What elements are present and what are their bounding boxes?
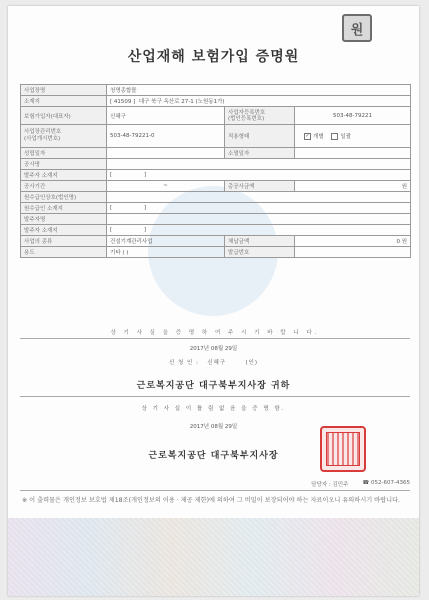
address-text: 대구 북구 옥산로 27-1 (노원동1가) <box>138 99 225 105</box>
security-pattern <box>8 518 419 596</box>
applicant-label: 신 청 인 : <box>168 360 199 366</box>
table-row <box>21 159 411 170</box>
table-row <box>21 107 411 125</box>
table-row <box>21 247 411 258</box>
contractor-location-value <box>107 203 411 214</box>
establish-date-value <box>107 148 225 159</box>
phone-info <box>362 480 410 488</box>
privacy-footnote: ※ 이 출력물은 개인정보 보호법 제18조(개인정보의 이용 · 제공 제한)에 의하여 그 비밀이 보장되어야 하는 자료이오니 유의하시기 바랍니다. <box>22 497 401 504</box>
owner-value: 신혜구 <box>107 107 225 125</box>
officer-name: 김민주 <box>332 482 349 488</box>
table-row <box>21 236 411 247</box>
applicant-seal-mark: (인) <box>245 360 259 366</box>
certificate-form-table <box>20 84 411 258</box>
table-row <box>21 181 411 192</box>
table-row <box>21 125 411 148</box>
arrears-value: 0 원 <box>295 236 411 247</box>
bracket-close: ] <box>143 172 147 178</box>
section-divider <box>20 396 410 397</box>
bracket-close: ] <box>143 227 147 233</box>
option-label: 개별 <box>313 134 324 140</box>
officer-info <box>311 480 348 488</box>
table-row <box>21 96 411 107</box>
postal-code: 41509 <box>113 99 132 105</box>
checkbox-individual: ✓ <box>305 133 310 139</box>
field-label: 원수급인상호(법인명) <box>21 192 107 203</box>
field-label: 적용형태 <box>225 125 295 148</box>
bracket-close: ] <box>143 205 147 211</box>
table-row <box>21 85 411 96</box>
extinction-date-value <box>295 148 411 159</box>
field-label: 원수급인 소재지 <box>21 203 107 214</box>
orderer-location-value <box>107 225 411 236</box>
field-label: 사업장관리번호 (사업개시번호) <box>21 125 107 148</box>
certificate-paper <box>8 6 419 596</box>
field-label: 소멸일자 <box>225 148 295 159</box>
phone-icon: ☎ <box>362 480 370 486</box>
bracket-open: [ <box>110 172 113 178</box>
registration-number-value: 503-48-79221 <box>295 107 411 125</box>
bracket-close: ] <box>133 99 136 105</box>
field-label: 발주자 소재지 <box>21 225 107 236</box>
field-label: 사업장명 <box>21 85 107 96</box>
field-label: 보험가입자(대표자) <box>21 107 107 125</box>
table-row <box>21 225 411 236</box>
original-stamp: 원 <box>342 14 372 42</box>
official-seal-stamp <box>320 426 366 472</box>
issue-number-value <box>295 247 411 258</box>
field-label: 체납금액 <box>225 236 295 247</box>
document-title: 산업재해 보험가입 증명원 <box>127 49 300 65</box>
table-row <box>21 170 411 181</box>
field-label: 성립일자 <box>21 148 107 159</box>
option-label: 일괄 <box>340 134 352 140</box>
field-label: 발급번호 <box>225 247 295 258</box>
business-type-value: 건설기계관리사업 <box>107 236 225 247</box>
field-label: 공사기간 <box>21 181 107 192</box>
application-type-options <box>295 125 411 148</box>
field-label: 총공사금액 <box>225 181 295 192</box>
issuer-line: 근로복지공단 대구북부지사장 <box>148 451 279 461</box>
request-date: 2017년 08월 29일 <box>189 346 238 352</box>
table-row <box>21 148 411 159</box>
applicant-line <box>8 358 419 366</box>
field-label: 발주자명 <box>21 214 107 225</box>
purpose-value: 기타 ( ) <box>107 247 225 258</box>
field-label: 용도 <box>21 247 107 258</box>
client-location-value <box>107 170 411 181</box>
address-value <box>107 96 411 107</box>
table-row <box>21 192 411 203</box>
management-number-value: 503-48-79221-0 <box>107 125 225 148</box>
phone-number: 052-607-4365 <box>371 480 410 486</box>
orderer-name-value <box>107 214 411 225</box>
field-label: 공사명 <box>21 159 107 170</box>
officer-contact <box>20 480 410 488</box>
contractor-name-value <box>107 192 411 203</box>
bracket-open: [ <box>110 227 113 233</box>
recipient-line: 근로복지공단 대구북부지사장 귀하 <box>136 381 291 391</box>
business-name-value: 청명종합몰 <box>107 85 411 96</box>
applicant-name: 신혜구 <box>207 360 227 366</box>
field-label: 사업자등록번호 (법인등록번호) <box>225 107 295 125</box>
field-label: 사업의 종류 <box>21 236 107 247</box>
request-statement: 상 기 사 실 을 증 명 하 여 주 시 기 바 랍 니 다. <box>20 328 410 339</box>
field-label: 발주자 소재지 <box>21 170 107 181</box>
officer-label: 담당자 : <box>311 482 331 488</box>
checkbox-batch <box>331 133 338 140</box>
bracket-open: [ <box>110 99 113 105</box>
field-label: 소재지 <box>21 96 107 107</box>
seal-pattern <box>326 432 360 466</box>
period-value: ~ <box>107 181 225 192</box>
project-name-value <box>107 159 411 170</box>
table-row <box>21 203 411 214</box>
bracket-open: [ <box>110 205 113 211</box>
total-amount-value: 원 <box>295 181 411 192</box>
issue-date: 2017년 08월 29일 <box>189 424 238 430</box>
footer-divider <box>20 490 410 491</box>
confirmation-statement: 상 기 사 실 이 틀 림 없 음 을 증 명 함. <box>141 406 286 412</box>
table-row <box>21 214 411 225</box>
